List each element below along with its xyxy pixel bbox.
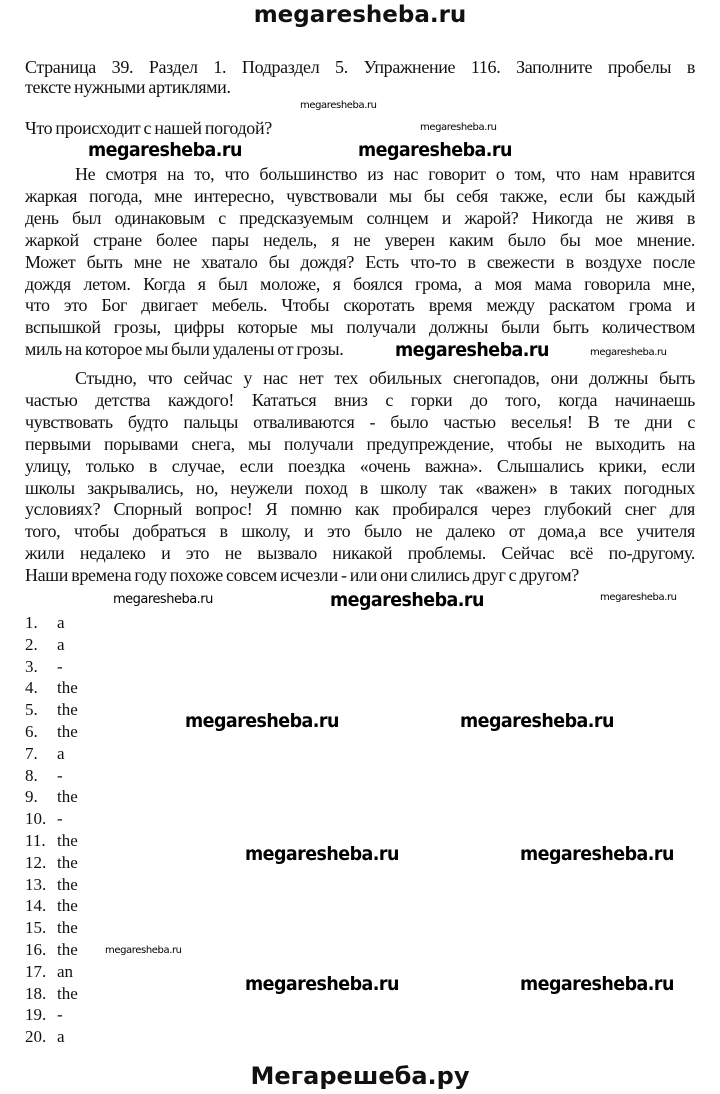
answer-number: 10. [25,809,47,829]
watermark: megaresheba.ru [420,122,497,133]
answer-article: a [57,1027,65,1047]
watermark: megaresheba.ru [460,710,614,732]
answer-item [25,1026,65,1048]
answer-article: - [57,765,63,785]
answer-article: - [57,1005,63,1025]
answer-article: a [57,634,65,654]
watermark: megaresheba.ru [520,973,674,995]
text-line: вспышкой грозы, цифры которые мы получали должны были быть количеством [25,317,695,338]
site-header: megaresheba.ru [253,2,467,28]
answer-item [25,939,78,961]
answer-article: the [57,678,78,698]
text-line: школы закрывались, но, неужели поход в школу так «важен» в таких погодных [25,477,695,498]
watermark: megaresheba.ru [113,592,213,607]
answer-item [25,765,63,787]
watermark: megaresheba.ru [600,592,677,603]
text-line: того, чтобы добраться в школу, и это было не далеко от дома,а все учителя [25,521,695,542]
watermark: megaresheba.ru [358,139,512,161]
text-line: Стыдно, что сейчас у нас нет тех обильных снегопадов, они должны быть [75,368,695,388]
answer-item [25,634,65,656]
answer-number: 19. [25,1005,47,1025]
text-line: жаркой стране более пары недель, я не уверен каким было бы мое мнение. [25,229,695,250]
text-line: чувствовать будто пальцы отваливаются - было частью веселья! В те дни с [25,411,695,432]
answer-item [25,786,78,808]
watermark: megaresheba.ru [88,139,242,161]
site-footer: Мегарешеба.ру [250,1062,470,1090]
watermark: megaresheba.ru [520,843,674,865]
answer-item [25,743,65,765]
answer-number: 4. [25,678,38,698]
answer-article: an [57,961,74,981]
answer-article: a [57,613,65,632]
watermark: megaresheba.ru [105,945,182,956]
answer-number: 7. [25,743,38,763]
text-line: Наши времена году похоже совсем исчезли - или они слились друг с другом? [25,565,579,586]
answer-article: the [57,852,78,872]
answer-number: 9. [25,787,38,807]
answer-item [25,1004,63,1026]
watermark: megaresheba.ru [330,589,484,611]
text-line: миль на которое мы были удалены от грозы. [25,339,344,360]
answer-item [25,917,78,939]
answer-item [25,699,78,721]
answer-number: 2. [25,634,38,654]
answer-article: the [57,787,78,807]
answer-article: the [57,874,78,894]
answer-item [25,721,78,743]
text-line: жаркая погода, мне интересно, чувствовали мы бы себя также, если бы каждый [25,185,695,206]
watermark: megaresheba.ru [245,973,399,995]
answer-item [25,830,78,852]
answer-number: 18. [25,983,47,1003]
answer-number: 14. [25,896,47,916]
answer-article: the [57,896,78,916]
watermark: megaresheba.ru [395,339,549,361]
answer-number: 13. [25,874,47,894]
answer-article: the [57,831,78,850]
text-line: день был одинаковым с предсказуемым солнцем и жарой? Никогда не живя в [25,207,695,228]
text-line: Может быть мне не хватало бы дождя? Есть что-то в свежести в воздухе после [25,251,695,272]
text-title: Что происходит с нашей погодой? [25,118,272,138]
answer-item [25,656,63,678]
answer-number: 3. [25,656,38,676]
text-line: улицу, только в случае, если поездка «очень важна». Слышались крики, если [25,455,695,476]
answer-number: 15. [25,918,47,938]
answer-article: a [57,743,65,763]
answer-article: - [57,656,63,676]
answer-number: 16. [25,940,47,959]
text-line: дождя летом. Когда я был моложе, я боялся грома, а моя мама говорила мне, [25,273,695,294]
answer-article: the [57,940,78,959]
answer-article: - [57,809,63,829]
watermark: megaresheba.ru [245,843,399,865]
answer-article: the [57,983,78,1003]
watermark: megaresheba.ru [300,100,377,111]
answer-number: 12. [25,852,47,872]
answer-item [25,852,78,874]
task-line: Страница 39. Раздел 1. Подраздел 5. Упражнение 116. Заполните пробелы в [25,57,695,77]
answer-item [25,961,73,983]
answer-item [25,677,78,699]
answer-item [25,895,78,917]
text-line: жили недалеко и это не вызвало никакой проблемы. Сейчас всё по-другому. [25,543,695,564]
answer-number: 6. [25,722,38,741]
answer-number: 20. [25,1027,47,1047]
answer-article: the [57,700,78,720]
answer-item [25,808,63,830]
answer-item [25,612,65,634]
answer-number: 5. [25,700,38,720]
text-line: условиях? Спорный вопрос! Я помню как пробирался через глубокий снег для [25,499,695,520]
answer-number: 11. [25,831,46,850]
text-line: что это Бог двигает мебель. Чтобы скоротать время между раскатом грома и [25,295,695,316]
text-line: первыми порывами снега, мы получали предупреждение, чтобы не выходить на [25,433,695,454]
task-line: тексте нужными артиклями. [25,77,231,97]
watermark: megaresheba.ru [590,347,667,358]
answer-number: 8. [25,765,38,785]
watermark: megaresheba.ru [185,710,339,732]
answer-number: 17. [25,961,47,981]
answer-item [25,874,78,896]
answer-item [25,983,78,1005]
answer-article: the [57,722,78,741]
answer-number: 1. [25,613,38,632]
text-line: Не смотря на то, что большинство из нас говорит о том, что нам нравится [75,164,695,184]
text-line: частью детства каждого! Кататься вниз с горки до того, когда начинаешь [25,389,695,410]
answer-article: the [57,918,78,938]
